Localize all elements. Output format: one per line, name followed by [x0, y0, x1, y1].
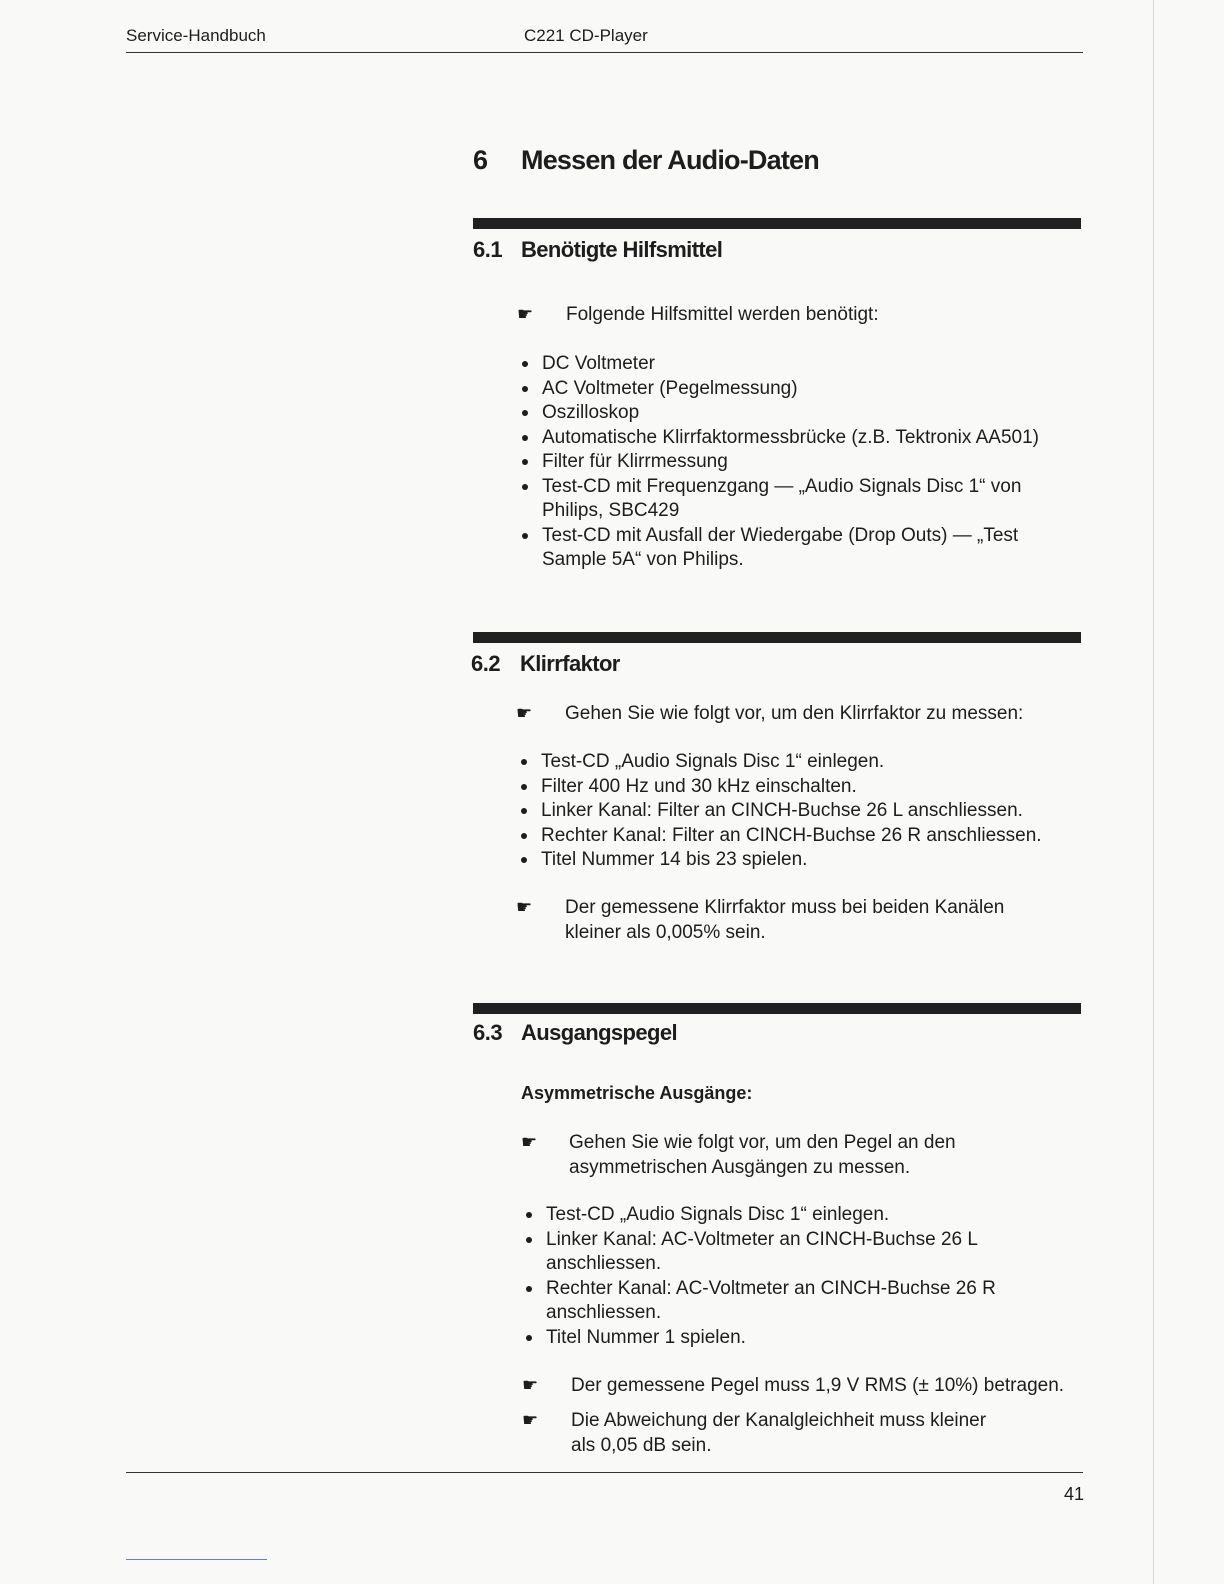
bullet-icon [521, 784, 527, 790]
bullet-icon [521, 833, 527, 839]
header-product-name: C221 CD-Player [524, 26, 648, 45]
scan-mark-line [126, 1559, 267, 1560]
procedure-list [541, 750, 1061, 873]
list-item-text: Test-CD mit Frequenzgang — „Audio Signals Disc 1“ von Philips, SBC429 [542, 475, 1022, 521]
section-note: Gehen Sie wie folgt vor, um den Klirrfaktor zu messen: [565, 703, 1024, 724]
section-number: 6.2 [471, 651, 501, 676]
section-divider-bar [473, 632, 1081, 643]
bullet-icon [521, 857, 527, 863]
section-title: Benötigte Hilfsmittel [521, 237, 723, 262]
result-note: Der gemessene Klirrfaktor muss bei beiden Kanälen kleiner als 0,005% sein. [565, 897, 1005, 943]
bullet-icon [522, 361, 528, 367]
list-item [541, 750, 1061, 775]
page-number: 41 [1064, 1484, 1085, 1504]
list-item [546, 1326, 1016, 1351]
list-item [542, 475, 1032, 524]
list-item [541, 799, 1061, 824]
bullet-icon [522, 435, 528, 441]
list-item-text: Linker Kanal: Filter an CINCH-Buchse 26 L anschliessen. [541, 800, 1023, 821]
header-document-title: Service-Handbuch [126, 26, 266, 45]
list-item-text: AC Voltmeter (Pegelmessung) [542, 377, 798, 399]
bullet-icon [522, 533, 528, 539]
list-item-text: Rechter Kanal: Filter an CINCH-Buchse 26 R anschliessen. [541, 824, 1042, 846]
scan-edge-line [1153, 0, 1154, 1584]
bullet-icon [526, 1335, 532, 1341]
section-title: Ausgangspegel [521, 1020, 678, 1045]
list-item-text: Test-CD „Audio Signals Disc 1“ einlegen. [546, 1204, 890, 1225]
list-item [546, 1203, 1016, 1228]
section-note: Gehen Sie wie folgt vor, um den Pegel an den asymmetrischen Ausgängen zu messen. [569, 1132, 956, 1178]
list-item [546, 1228, 996, 1277]
list-item [542, 426, 1062, 451]
bullet-icon [521, 808, 527, 814]
pointing-hand-icon: ☛ [516, 897, 533, 917]
list-item-text: Test-CD „Audio Signals Disc 1“ einlegen. [541, 751, 885, 772]
list-item [541, 824, 1061, 849]
result-note: Der gemessene Pegel muss 1,9 V RMS (± 10%) betragen. [571, 1375, 1065, 1396]
bullet-icon [526, 1286, 532, 1292]
equipment-list [542, 352, 1062, 573]
list-item-text: Automatische Klirrfaktormessbrücke (z.B. Tektronix AA501) [542, 426, 1040, 448]
result-note: Die Abweichung der Kanalgleichheit muss kleiner als 0,05 dB sein. [571, 1410, 987, 1456]
pointing-hand-icon: ☛ [517, 304, 534, 324]
list-item-text: Titel Nummer 14 bis 23 spielen. [541, 849, 808, 870]
bullet-icon [522, 386, 528, 392]
section-number: 6.3 [473, 1020, 503, 1045]
list-item-text: Oszilloskop [542, 402, 640, 423]
subheading: Asymmetrische Ausgänge: [521, 1083, 753, 1103]
section-title: Klirrfaktor [520, 651, 620, 676]
bullet-icon [522, 459, 528, 465]
section-number: 6.1 [473, 237, 503, 262]
list-item-text: Linker Kanal: AC-Voltmeter an CINCH-Buchse 26 L anschliessen. [546, 1228, 978, 1274]
list-item-text: Test-CD mit Ausfall der Wiedergabe (Drop Outs) — „Test Sample 5A“ von Philips. [542, 524, 1019, 570]
list-item [542, 524, 1032, 573]
list-item-text: Filter 400 Hz und 30 kHz einschalten. [541, 775, 857, 797]
list-item [546, 1277, 1011, 1326]
pointing-hand-icon: ☛ [522, 1375, 539, 1395]
bullet-icon [522, 410, 528, 416]
chapter-number: 6 [473, 145, 488, 175]
bullet-icon [521, 759, 527, 765]
footer-rule [126, 1472, 1083, 1473]
pointing-hand-icon: ☛ [516, 703, 533, 723]
procedure-list [546, 1203, 1016, 1350]
section-divider-bar [473, 1003, 1081, 1014]
bullet-icon [526, 1212, 532, 1218]
pointing-hand-icon: ☛ [522, 1410, 539, 1430]
list-item [541, 775, 1061, 800]
header-rule [126, 52, 1083, 53]
chapter-title: Messen der Audio-Daten [521, 145, 819, 175]
list-item [542, 450, 1062, 475]
section-divider-bar [473, 218, 1081, 229]
list-item-text: DC Voltmeter [542, 353, 655, 374]
list-item [542, 377, 1062, 402]
bullet-icon [522, 484, 528, 490]
list-item [542, 352, 1062, 377]
pointing-hand-icon: ☛ [521, 1132, 538, 1152]
list-item [541, 848, 1061, 873]
bullet-icon [526, 1237, 532, 1243]
list-item-text: Filter für Klirrmessung [542, 451, 728, 472]
list-item-text: Rechter Kanal: AC-Voltmeter an CINCH-Buchse 26 R anschliessen. [546, 1277, 996, 1323]
list-item [542, 401, 1062, 426]
section-note: Folgende Hilfsmittel werden benötigt: [566, 304, 879, 325]
list-item-text: Titel Nummer 1 spielen. [546, 1326, 746, 1348]
